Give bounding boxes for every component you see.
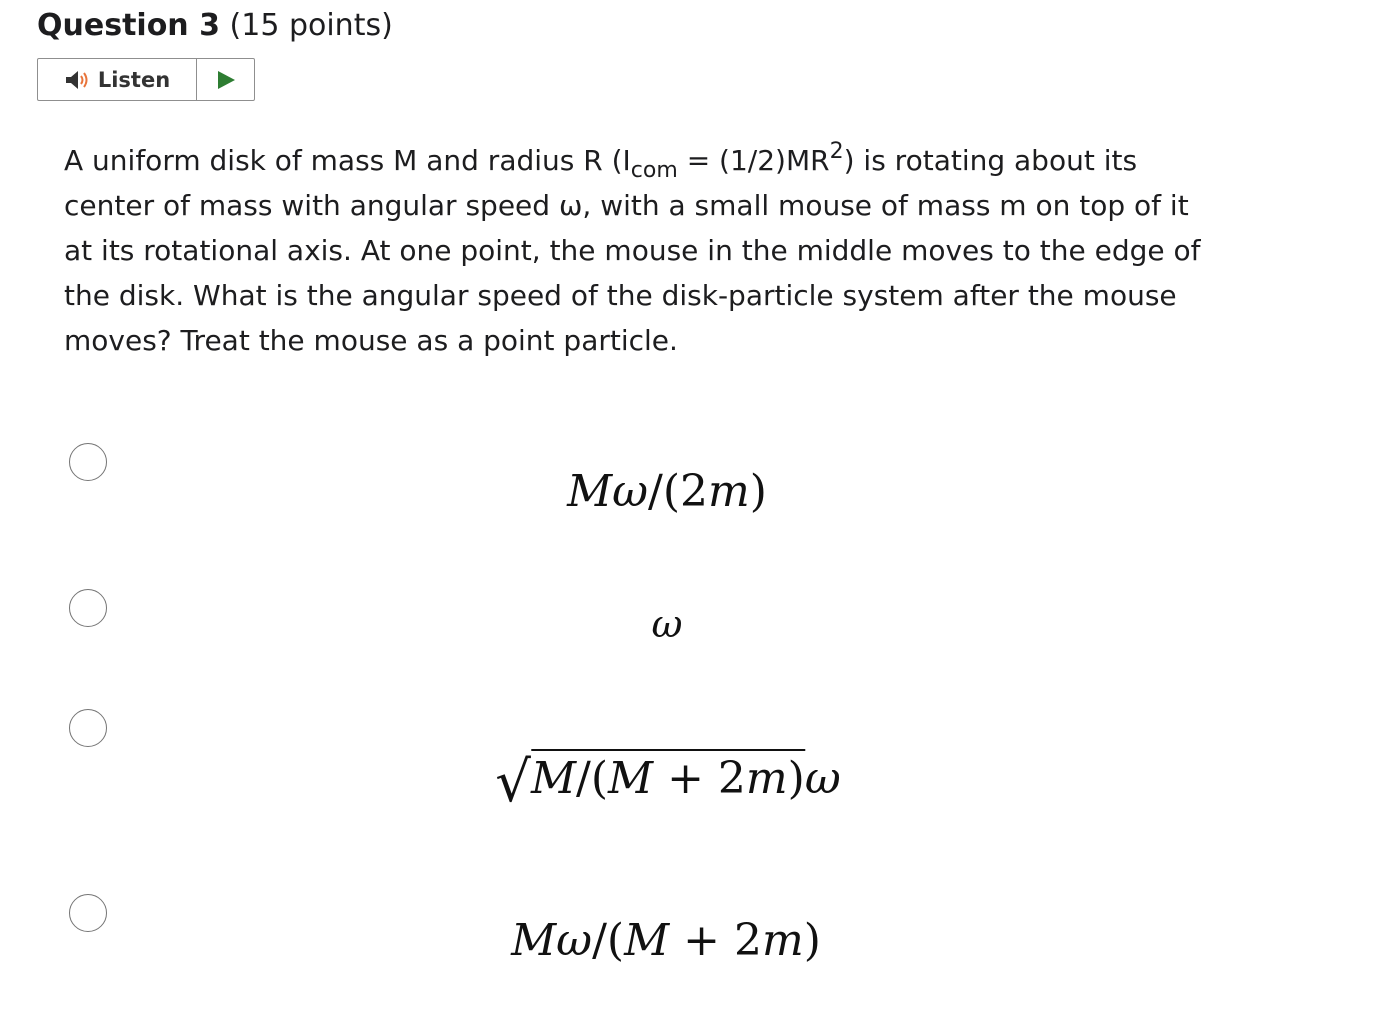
speaker-icon: [64, 68, 92, 92]
option-a-radio[interactable]: [69, 443, 107, 481]
question-text-superscript: 2: [829, 139, 844, 164]
option-c-radio[interactable]: [69, 709, 107, 747]
question-text-part3: ) is rotating about its center of mass with angular speed ω, with a small mouse of mass m on top of it at its rotational axis. At one point, the mouse in the middle moves to the edge of the disk. What is the angular speed of the disk-particle system after the mouse moves? Treat the mouse as a point particle.: [64, 144, 1201, 357]
listen-label: Listen: [97, 67, 171, 92]
option-d-radio[interactable]: [69, 894, 107, 932]
play-button[interactable]: [197, 59, 254, 100]
listen-button[interactable]: [38, 59, 197, 100]
sqrt-radicand: M/(M + 2m): [531, 749, 805, 804]
question-number: Question 3: [37, 8, 220, 43]
question-title: [37, 6, 393, 46]
option-b-radio[interactable]: [69, 589, 107, 627]
question-text-part2: = (1/2)MR: [677, 144, 830, 177]
question-points: (15 points): [229, 8, 393, 43]
option-c-formula: √M/(M + 2m)ω: [495, 742, 840, 807]
question-text-part1: A uniform disk of mass M and radius R (I: [64, 144, 631, 177]
question-text-subscript: com: [630, 158, 678, 183]
option-a-formula: Mω/(2m): [567, 466, 767, 517]
read-aloud-widget: [37, 58, 255, 101]
sqrt-radical: √M/(M + 2m): [495, 750, 805, 815]
option-b-formula: ω: [651, 602, 683, 646]
option-d-formula: Mω/(M + 2m): [511, 915, 821, 966]
question-text: [64, 138, 1224, 363]
play-icon: [216, 70, 236, 90]
